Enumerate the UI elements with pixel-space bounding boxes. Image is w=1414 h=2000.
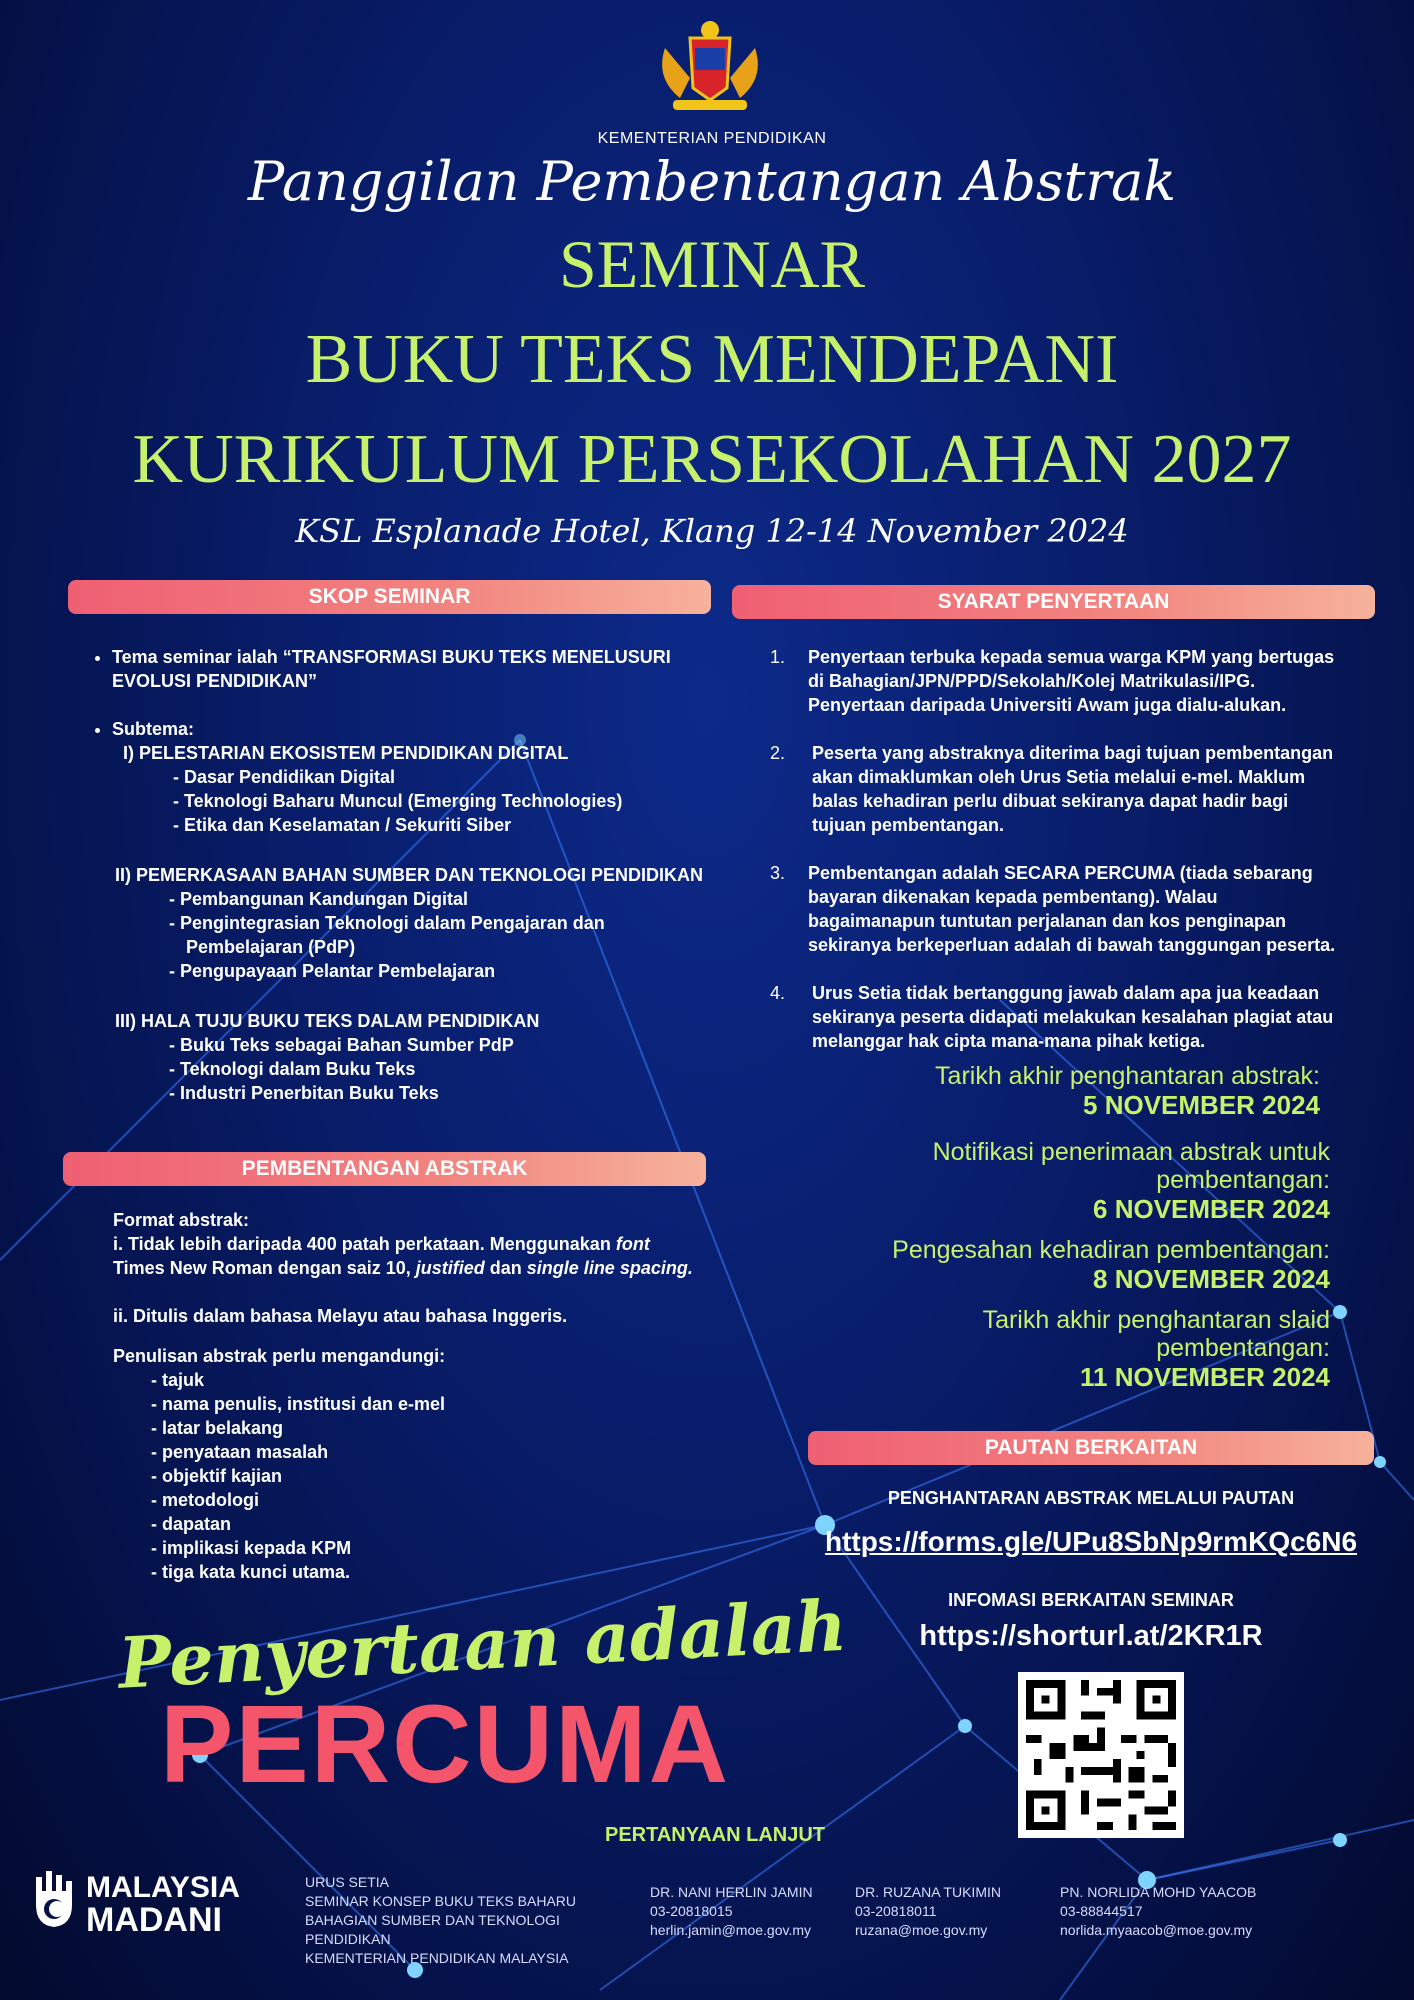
promo-percuma: PERCUMA	[160, 1683, 731, 1806]
content-item: - nama penulis, institusi dan e-mel	[151, 1394, 446, 1414]
network-node	[1333, 1305, 1347, 1319]
subtema-item: - Dasar Pendidikan Digital	[173, 767, 396, 787]
format-i: i. Tidak lebih daripada 400 patah perkataan. Menggunakan font Times New Roman dengan saiz 10, justified dan single line spacing.	[113, 1234, 693, 1278]
subtema-item: - Industri Penerbitan Buku Teks	[169, 1083, 439, 1103]
section-header-pautan: PAUTAN BERKAITAN	[808, 1431, 1374, 1465]
ministry-label: KEMENTERIAN PENDIDIKAN	[597, 130, 827, 147]
subtema-heading: I) PELESTARIAN EKOSISTEM PENDIDIKAN DIGITAL	[123, 743, 569, 763]
contact-1: DR. NANI HERLIN JAMIN 03-20818015 herlin.jamin@moe.gov.my	[650, 1883, 850, 1940]
subtema-item: - Buku Teks sebagai Bahan Sumber PdP	[169, 1035, 514, 1055]
logo-line1: MALAYSIA	[86, 1871, 240, 1904]
secretariat-info: URUS SETIA SEMINAR KONSEP BUKU TEKS BAHARU BAHAGIAN SUMBER DAN TEKNOLOGI PENDIDIKAN KEMENTERIAN PENDIDIKAN MALAYSIA	[305, 1874, 576, 1966]
network-node	[1333, 1833, 1347, 1847]
submit-link[interactable]: https://forms.gle/UPu8SbNp9rmKQc6N6	[824, 1526, 1358, 1557]
content-item: - tajuk	[151, 1370, 205, 1390]
network-node	[1374, 1456, 1386, 1468]
syarat-item-2: 2. Peserta yang abstraknya diterima bagi tujuan pembentangan akan dimaklumkan oleh Urus Setia melalui e-mel. Maklum balas kehadiran perlu dibuat sekiranya dapat hadir bagi tujuan pembentangan.	[770, 743, 1334, 835]
content-item: - penyataan masalah	[151, 1442, 329, 1462]
section-header-abstrak: PEMBENTANGAN ABSTRAK	[63, 1152, 706, 1186]
title-seminar: SEMINAR	[558, 226, 866, 302]
network-node	[958, 1719, 972, 1733]
contact-email[interactable]: ruzana@moe.gov.my	[855, 1922, 988, 1938]
date-block: Notifikasi penerimaan abstrak untuk pembentangan: 6 NOVEMBER 2024	[932, 1138, 1330, 1224]
subtema-group-2	[115, 863, 720, 983]
title-line3: KURIKULUM PERSEKOLAHAN 2027	[132, 421, 1292, 498]
title-line2: BUKU TEKS MENDEPANI	[305, 321, 1119, 398]
submit-label: PENGHANTARAN ABSTRAK MELALUI PAUTAN	[887, 1488, 1295, 1508]
info-link[interactable]: https://shorturl.at/2KR1R	[919, 1620, 1263, 1652]
contact-3: PN. NORLIDA MOHD YAACOB 03-88844517 norlida.myaacob@moe.gov.my	[1060, 1883, 1290, 1940]
content-item: - latar belakang	[151, 1418, 284, 1438]
syarat-item-3: 3. Pembentangan adalah SECARA PERCUMA (tiada sebarang bayaran dikenakan kepada pembentang). Walau bagaimanapun tuntutan perjalanan dan kos penginapan sekiranya berkeperluan adalah di bawah tanggungan peserta.	[770, 863, 1336, 955]
content-item: - dapatan	[151, 1514, 232, 1534]
crest-emblem	[645, 18, 775, 118]
date-block: Pengesahan kehadiran pembentangan: 8 NOVEMBER 2024	[892, 1236, 1330, 1294]
subtema-item: - Teknologi dalam Buku Teks	[169, 1059, 416, 1079]
abstrak-content	[113, 1208, 703, 1584]
section-header-syarat: SYARAT PENYERTAAN	[732, 585, 1375, 619]
date-block: Tarikh akhir penghantaran slaid pembentangan: 11 NOVEMBER 2024	[982, 1306, 1330, 1392]
qr-code[interactable]	[1018, 1672, 1184, 1838]
subtema-item: - Pembangunan Kandungan Digital	[169, 889, 469, 909]
subtema-group-1	[123, 741, 720, 837]
subtema-group-3	[115, 1009, 720, 1105]
content-item: - implikasi kepada KPM	[151, 1538, 352, 1558]
syarat-list	[770, 645, 1340, 1053]
content-list	[151, 1368, 703, 1584]
logo-line2: MADANI	[86, 1901, 222, 1939]
venue-date: KSL Esplanade Hotel, Klang 12-14 November 2024	[295, 512, 1129, 550]
content-item: - objektif kajian	[151, 1466, 283, 1486]
content-item: - tiga kata kunci utama.	[151, 1562, 351, 1582]
skop-content	[90, 645, 720, 1105]
section-header-skop: SKOP SEMINAR	[68, 580, 711, 614]
key-dates	[830, 1062, 1330, 1392]
subtema-item: - Pengupayaan Pelantar Pembelajaran	[169, 961, 496, 981]
syarat-item-4: 4. Urus Setia tidak bertanggung jawab dalam apa jua keadaan sekiranya peserta didapati melakukan kesalahan plagiat atau melanggar hak cipta mana-mana pihak ketiga.	[770, 983, 1334, 1051]
info-label: INFOMASI BERKAITAN SEMINAR	[948, 1590, 1234, 1610]
subtema-label: • Subtema:	[112, 717, 720, 741]
tema: • Tema seminar ialah “TRANSFORMASI BUKU TEKS MENELUSURI EVOLUSI PENDIDIKAN”	[112, 645, 720, 693]
content-label: Penulisan abstrak perlu mengandungi:	[113, 1346, 446, 1366]
content-item: - metodologi	[151, 1490, 259, 1510]
syarat-item-1: 1. Penyertaan terbuka kepada semua warga KPM yang bertugas di Bahagian/JPN/PPD/Sekolah/Kolej Matrikulasi/IPG. Penyertaan daripada Universiti Awam juga dialu-alukan.	[770, 647, 1335, 715]
malaysia-madani-logo	[26, 1865, 256, 1945]
enquiry-heading: PERTANYAAN LANJUT	[604, 1824, 826, 1846]
date-block: Tarikh akhir penghantaran abstrak: 5 NOVEMBER 2024	[935, 1062, 1320, 1120]
contact-2: DR. RUZANA TUKIMIN 03-20818011 ruzana@moe.gov.my	[855, 1883, 1055, 1940]
subtema-heading: II) PEMERKASAAN BAHAN SUMBER DAN TEKNOLOGI PENDIDIKAN	[115, 865, 704, 885]
subtema-item: Pembelajaran (PdP)	[186, 937, 356, 957]
subtema-item: - Teknologi Baharu Muncul (Emerging Technologies)	[173, 791, 623, 811]
contact-email[interactable]: herlin.jamin@moe.gov.my	[650, 1922, 812, 1938]
format-label: Format abstrak:	[113, 1210, 250, 1230]
subtema-heading: III) HALA TUJU BUKU TEKS DALAM PENDIDIKAN	[115, 1011, 540, 1031]
format-ii: ii. Ditulis dalam bahasa Melayu atau bahasa Inggeris.	[113, 1306, 568, 1326]
subtema-item: - Pengintegrasian Teknologi dalam Pengajaran dan	[169, 913, 605, 933]
call-for-abstracts: Panggilan Pembentangan Abstrak	[247, 150, 1177, 213]
contact-email[interactable]: norlida.myaacob@moe.gov.my	[1060, 1922, 1253, 1938]
promo-line1: Penyertaan adalah	[116, 1583, 849, 1705]
subtema-item: - Etika dan Keselamatan / Sekuriti Siber	[173, 815, 512, 835]
